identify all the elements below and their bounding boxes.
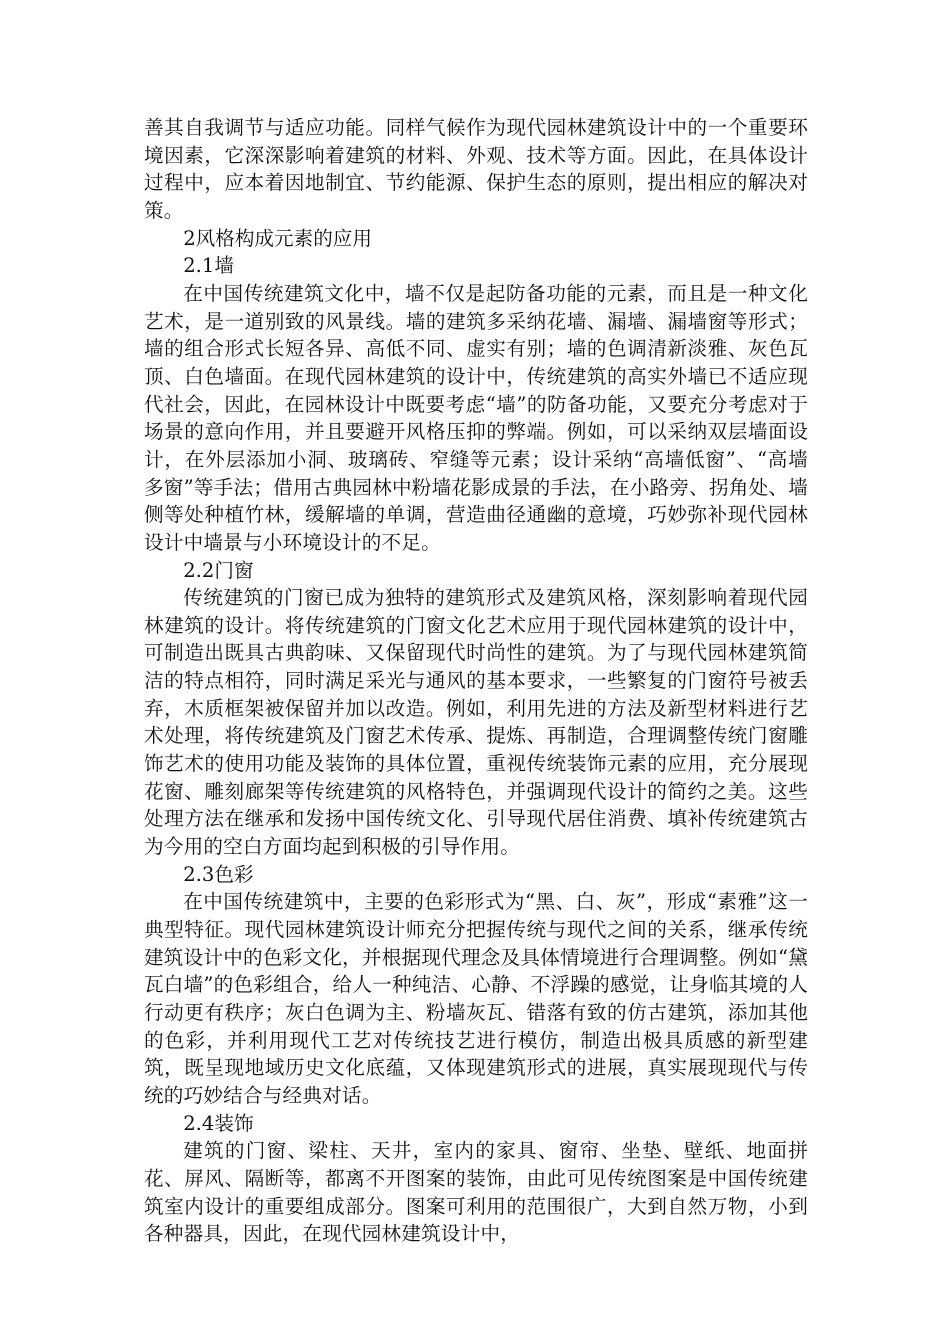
section-body-2-4: 建筑的门窗、梁柱、天井，室内的家具、窗帘、坐垫、壁纸、地面拼花、屏风、隔断等，都离不开图案的装饰，由此可见传统图案是中国传统建筑室内设计的重要组成部分。图案可利用的范围很广，大到自然万物，小到各种器具，因此，在现代园林建筑设计中， — [144, 1139, 808, 1246]
section-heading-2-2: 2.2门窗 — [183, 558, 254, 582]
section-body-2-3: 在中国传统建筑中，主要的色彩形式为“黑、白、灰”，形成“素雅”这一典型特征。现代园林建筑设计师充分把握传统与现代之间的关系，继承传统建筑设计中的色彩文化，并根据现代理念及具体情境进行合理调整。例如“黛瓦白墙”的色彩组合，给人一种纯洁、心静、不浮躁的感觉，让身临其境的人行动更有秩序；灰白色调为主、粉墙灰瓦、错落有致的仿古建筑，添加其他的色彩，并利用现代工艺对传统技艺进行模仿，制造出极具质感的新型建筑，既呈现地域历史文化底蕴，又体现建筑形式的进展，真实展现现代与传统的巧妙结合与经典对话。 — [144, 890, 808, 1107]
section-body-2-2: 传统建筑的门窗已成为独特的建筑形式及建筑风格，深刻影响着现代园林建筑的设计。将传统建筑的门窗文化艺术应用于现代园林建筑的设计中，可制造出既具古典韵味、又保留现代时尚性的建筑。为了与现代园林建筑简洁的特点相符，同时满足采光与通风的基本要求，一些繁复的门窗符号被丢弃，木质框架被保留并加以改造。例如，利用先进的方法及新型材料进行艺术处理，将传统建筑及门窗艺术传承、提炼、再制造，合理调整传统门窗雕饰艺术的使用功能及装饰的具体位置，重视传统装饰元素的应用，充分展现花窗、雕刻廊架等传统建筑的风格特色，并强调现代设计的简约之美。这些处理方法在继承和发扬中国传统文化、引导现代居住消费、填补传统建筑古为今用的空白方面均起到积极的引导作用。 — [144, 586, 808, 859]
section-heading-2: 2风格构成元素的应用 — [183, 226, 372, 250]
section-body-2-1: 在中国传统建筑文化中，墙不仅是起防备功能的元素，而且是一种文化艺术，是一道别致的风景线。墙的建筑多采纳花墙、漏墙、漏墙窗等形式；墙的组合形式长短各异、高低不同、虚实有别；墙的色调清新淡雅、灰色瓦顶、白色墙面。在现代园林建筑的设计中，传统建筑的高实外墙已不适应现代社会，因此，在园林设计中既要考虑“墙”的防备功能，又要充分考虑对于场景的意向作用，并且要避开风格压抑的弊端。例如，可以采纳双层墙面设计，在外层添加小洞、玻璃砖、窄缝等元素；设计采纳“高墙低窗”、“高墙多窗”等手法；借用古典园林中粉墙花影成景的手法，在小路旁、拐角处、墙侧等处种植竹林，缓解墙的单调，营造曲径通幽的意境，巧妙弥补现代园林设计中墙景与小环境设计的不足。 — [144, 281, 808, 554]
document-page — [144, 114, 808, 1248]
section-heading-2-4: 2.4装饰 — [183, 1111, 254, 1135]
section-heading-2-3: 2.3色彩 — [183, 862, 254, 886]
intro-paragraph: 善其自我调节与适应功能。同样气候作为现代园林建筑设计中的一个重要环境因素，它深深影响着建筑的材料、外观、技术等方面。因此，在具体设计过程中，应本着因地制宜、节约能源、保护生态的原则，提出相应的解决对策。 — [144, 116, 808, 222]
section-heading-2-1: 2.1墙 — [183, 254, 234, 278]
